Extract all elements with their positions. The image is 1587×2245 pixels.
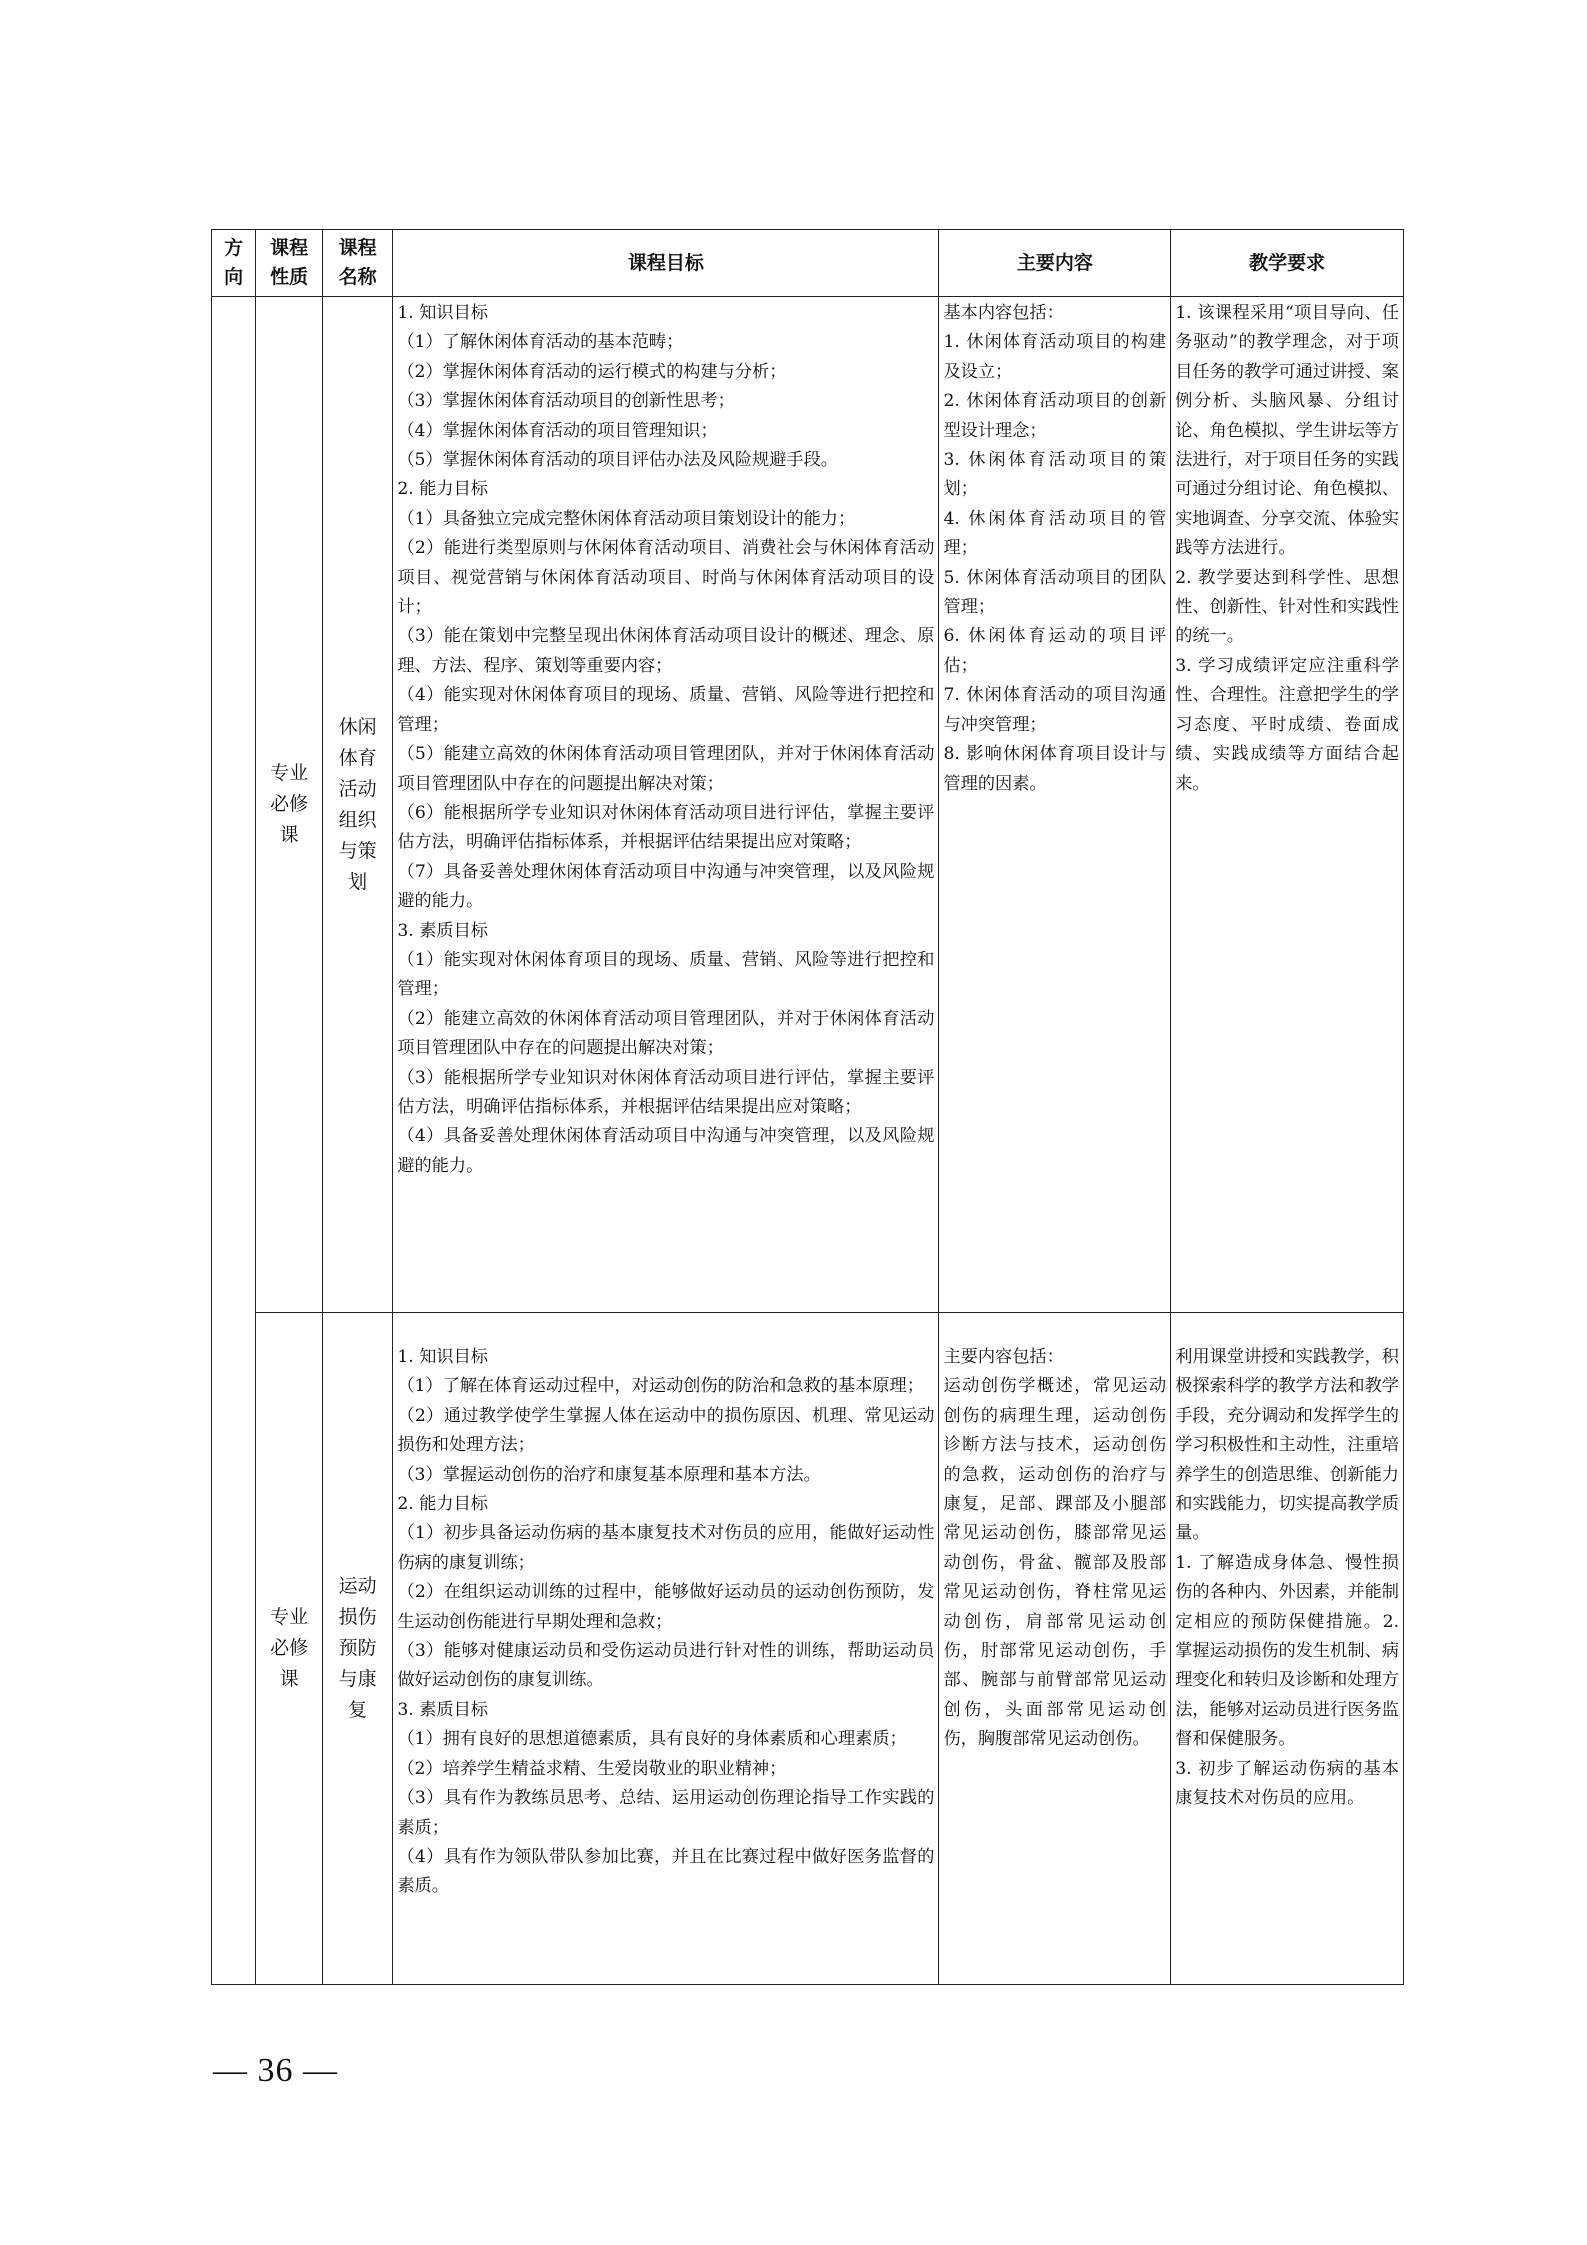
header-goals: 课程目标 <box>393 230 939 297</box>
course-goals-cell: 1. 知识目标 （1）了解休闲体育活动的基本范畴； （2）掌握休闲体育活动的运行模式的构建与分析； （3）掌握休闲体育活动项目的创新性思考； （4）掌握休闲体育活动的项目管理知识； （5）掌握休闲体育活动的项目评估办法及风险规避手段。 2. 能力目标 （1）具备独立完成完整休闲体育活动项目策划设计的能力； （2）能进行类型原则与休闲体育活动项目、消费社会与休闲体育活动项目、视觉营销与休闲体育活动项目、时尚与休闲体育活动项目的设计； （3）能在策划中完整呈现出休闲体育活动项目设计的概述、理念、原理、方法、程序、策划等重要内容； （4）能实现对休闲体育项目的现场、质量、营销、风险等进行把控和管理； （5）能建立高效的休闲体育活动项目管理团队，并对于休闲体育活动项目管理团队中存在的问题提出解决对策； （6）能根据所学专业知识对休闲体育活动项目进行评估，掌握主要评估方法，明确评估指标体系，并根据评估结果提出应对策略； （7）具备妥善处理休闲体育活动项目中沟通与冲突管理，以及风险规避的能力。 3. 素质目标 （1）能实现对休闲体育项目的现场、质量、营销、风险等进行把控和管理； （2）能建立高效的休闲体育活动项目管理团队，并对于休闲体育活动项目管理团队中存在的问题提出解决对策； （3）能根据所学专业知识对休闲体育活动项目进行评估，掌握主要评估方法，明确评估指标体系，并根据评估结果提出应对策略； （4）具备妥善处理休闲体育活动项目中沟通与冲突管理，以及风险规避的能力。 <box>393 297 939 1313</box>
course-table <box>211 229 1404 1985</box>
table-row <box>212 1313 1404 1985</box>
course-goals-cell: 1. 知识目标 （1）了解在体育运动过程中，对运动创伤的防治和急救的基本原理； （2）通过教学使学生掌握人体在运动中的损伤原因、机理、常见运动损伤和处理方法； （3）掌握运动创伤的治疗和康复基本原理和基本方法。 2. 能力目标 （1）初步具备运动伤病的基本康复技术对伤员的应用，能做好运动性伤病的康复训练； （2）在组织运动训练的过程中，能够做好运动员的运动创伤预防，发生运动创伤能进行早期处理和急救； （3）能够对健康运动员和受伤运动员进行针对性的训练，帮助运动员做好运动创伤的康复训练。 3. 素质目标 （1）拥有良好的思想道德素质，具有良好的身体素质和心理素质； （2）培养学生精益求精、生爱岗敬业的职业精神； （3）具有作为教练员思考、总结、运用运动创伤理论指导工作实践的素质； （4）具有作为领队带队参加比赛，并且在比赛过程中做好医务监督的素质。 <box>393 1313 939 1985</box>
main-content-cell: 主要内容包括： 运动创伤学概述，常见运动创伤的病理生理，运动创伤诊断方法与技术，运动创伤的急救，运动创伤的治疗与康复，足部、踝部及小腿部常见运动创伤，膝部常见运动创伤，骨盆、髋部及股部常见运动创伤，脊柱常见运动创伤，肩部常见运动创伤，肘部常见运动创伤，手部、腕部与前臂部常见运动创伤，头面部常见运动创伤，胸腹部常见运动创伤。 <box>939 1313 1171 1985</box>
direction-cell <box>212 297 256 1985</box>
course-type-cell: 专业 必修 课 <box>256 1313 323 1985</box>
teaching-requirements-cell: 1. 该课程采用“项目导向、任务驱动”的教学理念，对于项目任务的教学可通过讲授、案例分析、头脑风暴、分组讨论、角色模拟、学生讲坛等方法进行，对于项目任务的实践可通过分组讨论、角色模拟、实地调查、分享交流、体验实践等方法进行。 2. 教学要达到科学性、思想性、创新性、针对性和实践性的统一。 3. 学习成绩评定应注重科学性、合理性。注意把学生的学习态度、平时成绩、卷面成绩、实践成绩等方面结合起来。 <box>1171 297 1404 1313</box>
course-type-cell: 专业 必修 课 <box>256 297 323 1313</box>
header-course-type: 课程 性质 <box>256 230 323 297</box>
header-content: 主要内容 <box>939 230 1171 297</box>
header-requirements: 教学要求 <box>1171 230 1404 297</box>
header-row <box>212 230 1404 297</box>
header-course-name: 课程 名称 <box>322 230 393 297</box>
main-content-cell: 基本内容包括： 1. 休闲体育活动项目的构建及设立； 2. 休闲体育活动项目的创新型设计理念； 3. 休闲体育活动项目的策划； 4. 休闲体育活动项目的管理； 5. 休闲体育活动项目的团队管理； 6. 休闲体育运动的项目评估； 7. 休闲体育活动的项目沟通与冲突管理； 8. 影响休闲体育项目设计与管理的因素。 <box>939 297 1171 1313</box>
page-number: — 36 — <box>213 2052 338 2089</box>
teaching-requirements-cell: 利用课堂讲授和实践教学，积极探索科学的教学方法和教学手段，充分调动和发挥学生的学习积极性和主动性，注重培养学生的创造思维、创新能力和实践能力，切实提高教学质量。 1. 了解造成身体急、慢性损伤的各种内、外因素，并能制定相应的预防保健措施。2. 掌握运动损伤的发生机制、病理变化和转归及诊断和处理方法，能够对运动员进行医务监督和保健服务。 3. 初步了解运动伤病的基本康复技术对伤员的应用。 <box>1171 1313 1404 1985</box>
course-name-cell: 运动 损伤 预防 与康 复 <box>322 1313 393 1985</box>
header-direction: 方 向 <box>212 230 256 297</box>
course-name-cell: 休闲 体育 活动 组织 与策 划 <box>322 297 393 1313</box>
table-row <box>212 297 1404 1313</box>
